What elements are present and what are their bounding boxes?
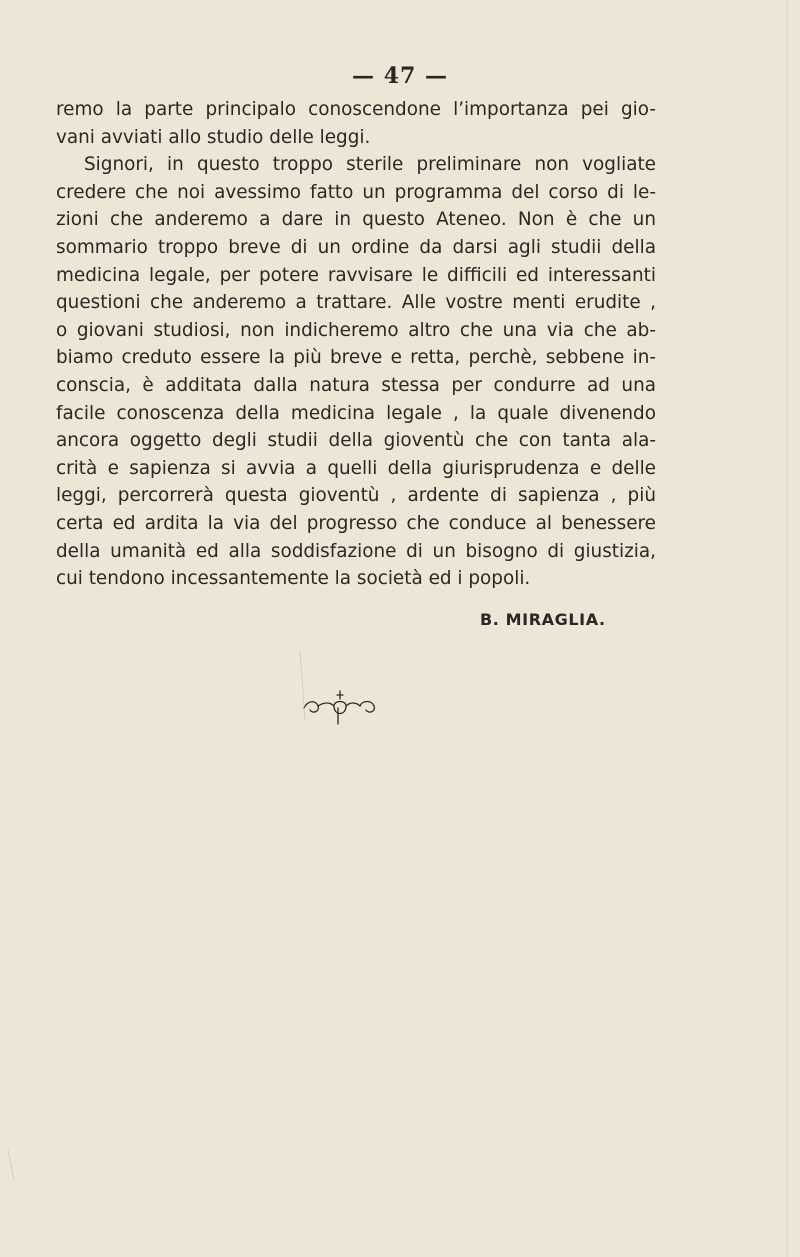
text-line: remo la parte principalo conoscendone l’importanza pei gio- xyxy=(56,99,656,120)
text-line: credere che noi avessimo fatto un programma del corso di le- xyxy=(56,181,656,203)
text-line: crità e sapienza si avvia a quelli della giurisprudenza e delle xyxy=(56,457,656,479)
body-text xyxy=(56,96,656,593)
text-line: questioni che anderemo a trattare. Alle vostre menti erudite , xyxy=(56,292,656,314)
text-line: biamo creduto essere la più breve e retta, perchè, sebbene in- xyxy=(56,347,656,369)
text-line: facile conoscenza della medicina legale , la quale divenendo xyxy=(56,402,656,424)
page-number: — 47 — xyxy=(352,63,448,89)
fleuron-ornament-icon xyxy=(300,686,380,726)
text-line: certa ed ardita la via del progresso che conduce al benessere xyxy=(56,512,656,534)
text-line: medicina legale, per potere ravvisare le difficili ed interessanti xyxy=(56,264,656,286)
text-line: o giovani studiosi, non indicheremo altro che una via che ab- xyxy=(56,319,656,341)
author-signature: B. MIRAGLIA. xyxy=(480,610,606,629)
text-line: zioni che anderemo a dare in questo Ateneo. Non è che un xyxy=(56,209,656,231)
text-line: Signori, in questo troppo sterile preliminare non vogliate xyxy=(84,154,656,176)
text-line: vani avviati allo studio delle leggi. xyxy=(56,126,371,148)
text-line: conscia, è additata dalla natura stessa per condurre ad una xyxy=(56,374,656,396)
text-line: della umanità ed alla soddisfazione di un bisogno di giustizia, xyxy=(56,540,656,562)
text-line: cui tendono incessantemente la società ed i popoli. xyxy=(56,568,531,590)
text-line: ancora oggetto degli studii della gioventù che con tanta ala- xyxy=(56,430,656,452)
text-line: leggi, percorrerà questa gioventù , ardente di sapienza , più xyxy=(56,485,656,507)
text-line: sommario troppo breve di un ordine da darsi agli studii della xyxy=(56,236,656,258)
